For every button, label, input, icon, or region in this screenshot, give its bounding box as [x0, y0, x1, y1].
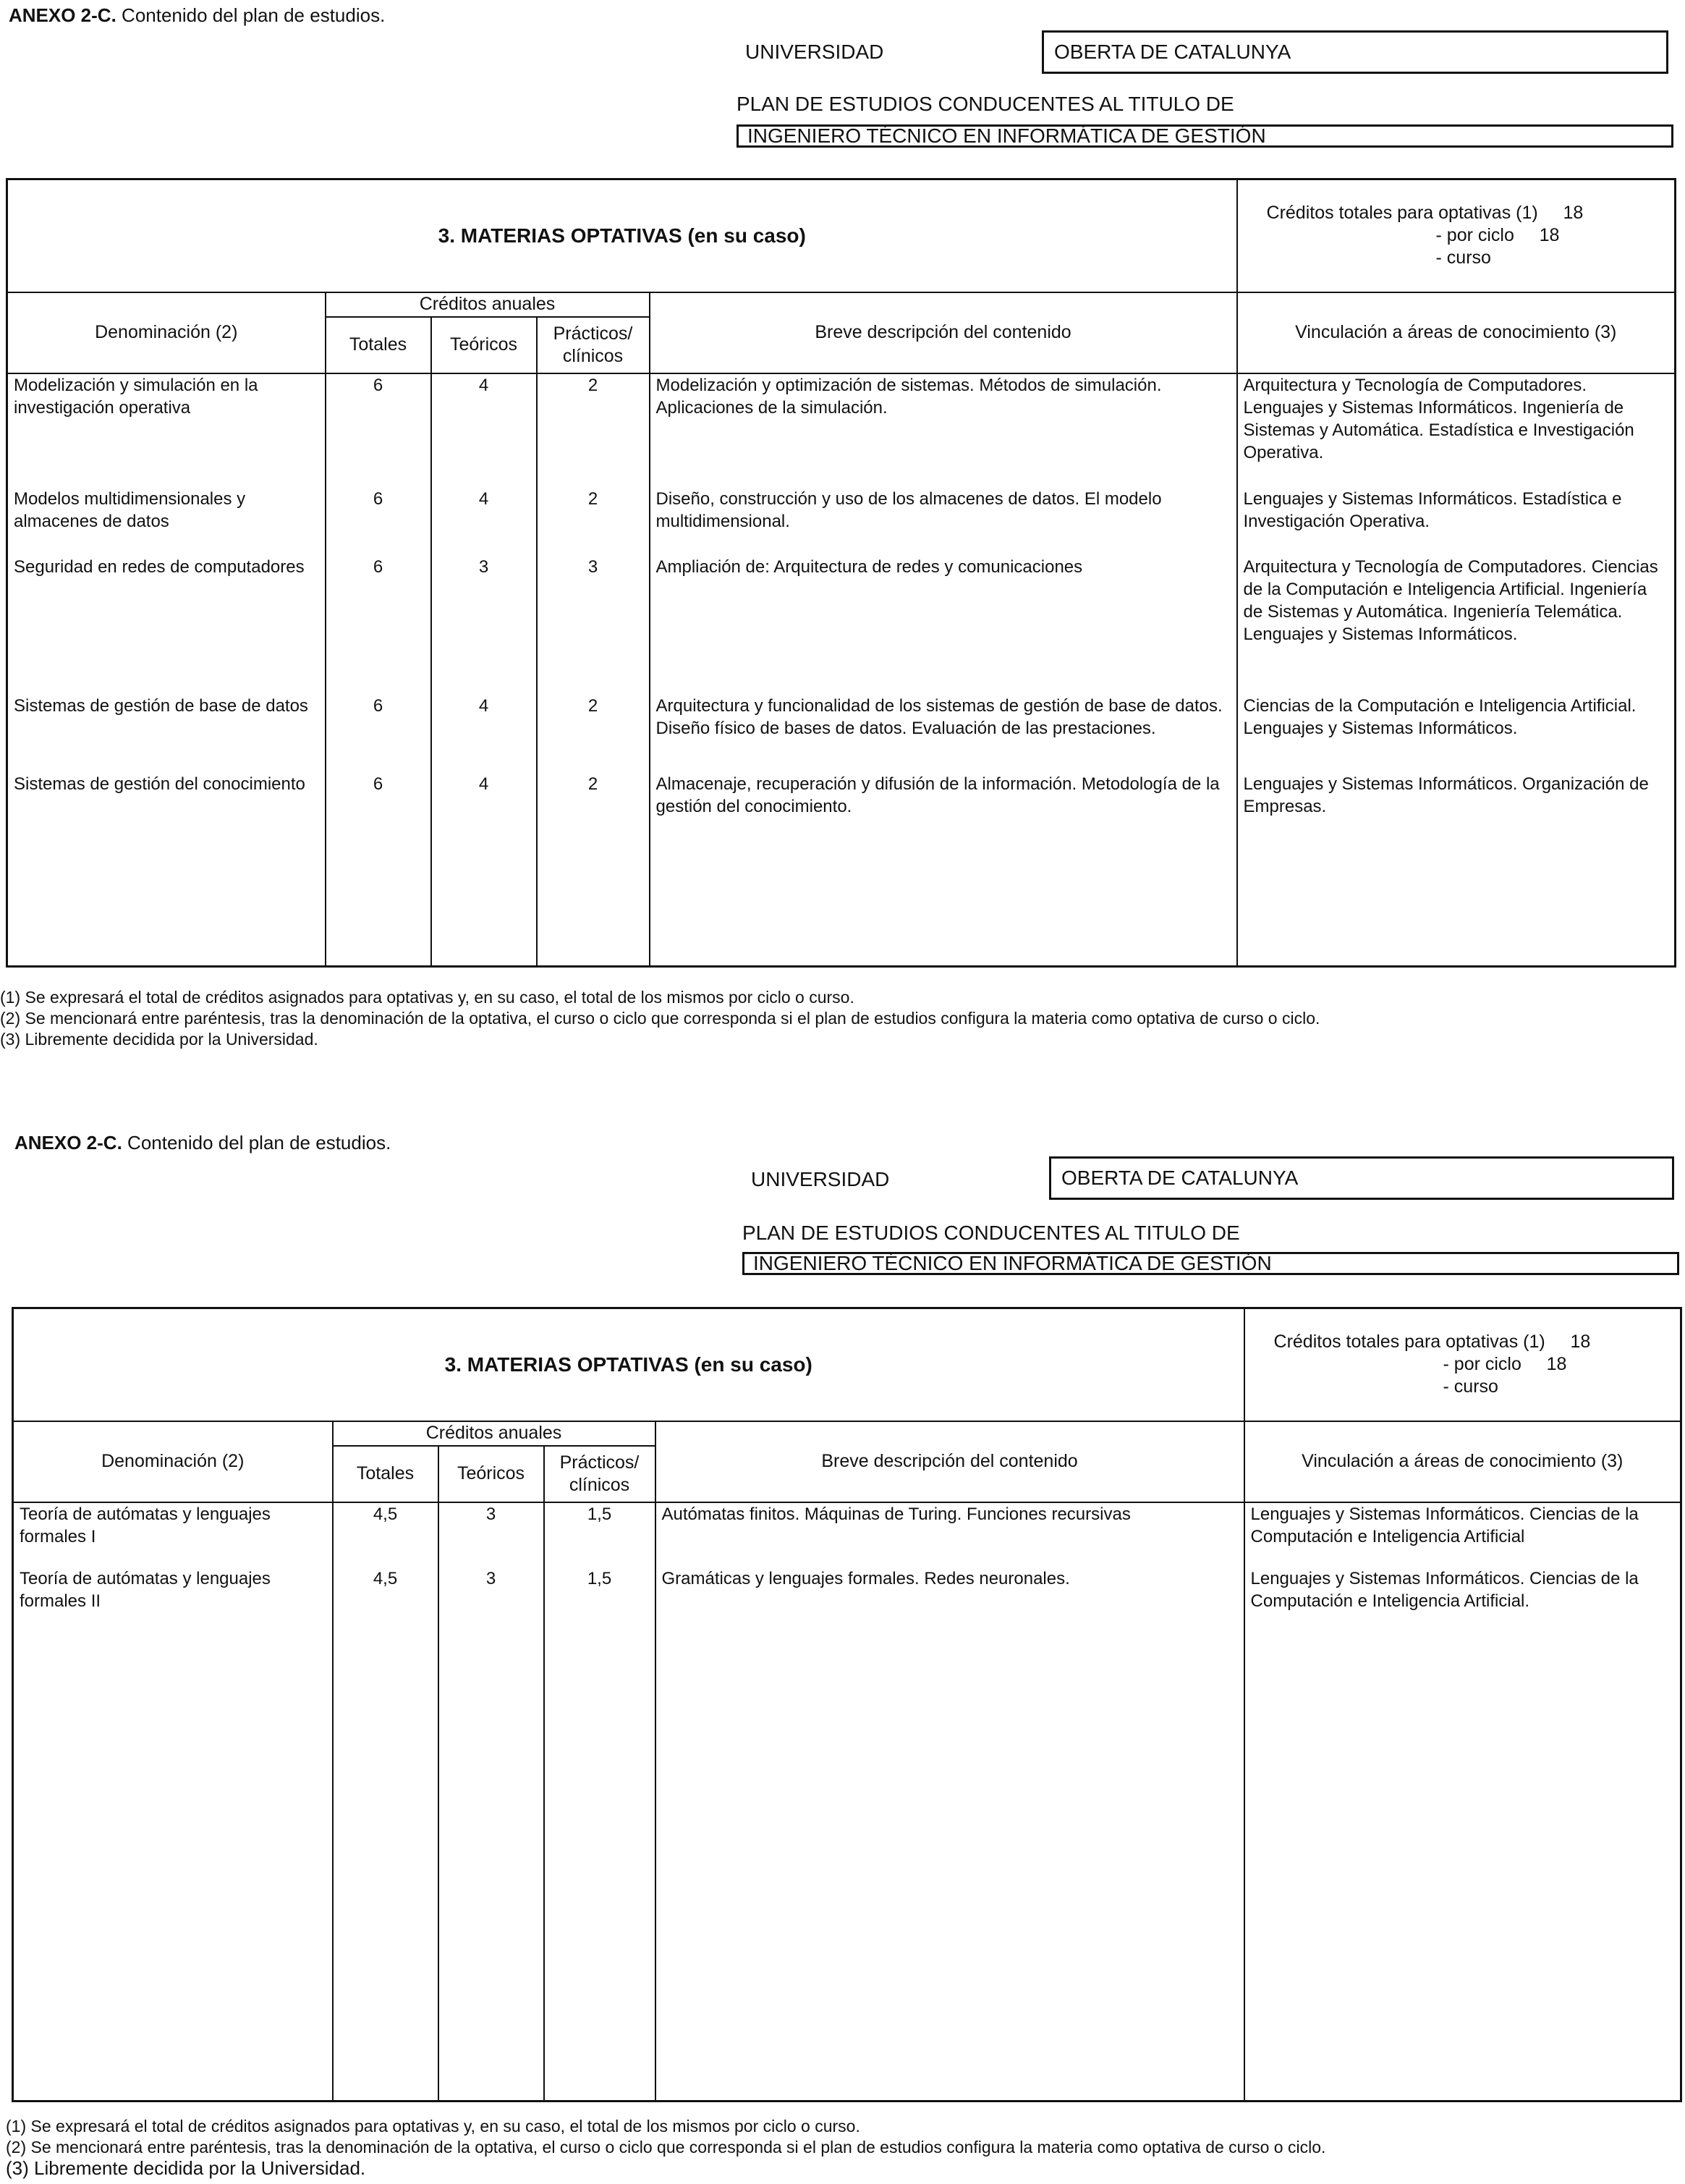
- totales-cell: 4,5: [333, 1502, 438, 1567]
- descripcion-cell: Modelización y optimización de sistemas. Métodos de simulación. Aplicaciones de la simulación.: [650, 373, 1237, 488]
- vinculacion-cell: Lenguajes y Sistemas Informáticos. Organización de Empresas.: [1237, 773, 1676, 967]
- table-row: [7, 373, 1676, 488]
- creditos-totales-label: Créditos totales para optativas (1): [1273, 1332, 1545, 1353]
- por-ciclo-label: - por ciclo: [1435, 225, 1514, 246]
- teoricos-cell: 3: [438, 1502, 544, 1567]
- totales-cell: 4,5: [333, 1567, 438, 2102]
- creditos-totales-label: Créditos totales para optativas (1): [1266, 203, 1538, 224]
- anexo-text: Contenido del plan de estudios.: [116, 4, 386, 26]
- totales-cell: 6: [326, 488, 431, 556]
- header-vinculacion: Vinculación a áreas de conocimiento (3): [1237, 292, 1676, 373]
- footnote-2: (2) Se mencionará entre paréntesis, tras la denominación de la optativa, el curso o ciclo que corresponda si el plan de estudios configura la materia como optativa de curso o ciclo.: [6, 2138, 1326, 2157]
- teoricos-cell: 4: [431, 773, 537, 967]
- practicos-cell: 1,5: [544, 1502, 655, 1567]
- anexo-label: ANEXO 2-C.: [14, 1132, 122, 1154]
- denominacion-cell: Seguridad en redes de computadores: [7, 556, 326, 695]
- anexo-text: Contenido del plan de estudios.: [122, 1132, 391, 1154]
- totales-cell: 6: [326, 556, 431, 695]
- teoricos-cell: 4: [431, 488, 537, 556]
- practicos-cell: 3: [537, 556, 650, 695]
- creditos-totales: [1237, 179, 1676, 292]
- teoricos-cell: 3: [431, 556, 537, 695]
- universidad-value: OBERTA DE CATALUNYA: [1049, 1156, 1674, 1200]
- table-row: [7, 695, 1676, 773]
- totales-cell: 6: [326, 773, 431, 967]
- footnote-1: (1) Se expresará el total de créditos asignados para optativas y, en su caso, el total de los mismos por ciclo o curso.: [0, 988, 854, 1007]
- header-denominacion: Denominación (2): [13, 1421, 333, 1502]
- anexo-heading: [14, 1132, 391, 1154]
- table-row: [7, 773, 1676, 967]
- footnote-3: (3) Libremente decidida por la Universidad.: [6, 2157, 366, 2179]
- plan-title-value: INGENIERO TÉCNICO EN INFORMÁTICA DE GESTIÓN: [737, 124, 1673, 148]
- header-practicos: Prácticos/ clínicos: [544, 1446, 655, 1502]
- vinculacion-cell: Lenguajes y Sistemas Informáticos. Estadística e Investigación Operativa.: [1237, 488, 1676, 556]
- header-creditos-anuales: Créditos anuales: [333, 1421, 655, 1446]
- denominacion-cell: Sistemas de gestión de base de datos: [7, 695, 326, 773]
- totales-cell: 6: [326, 373, 431, 488]
- creditos-totales-value: 18: [1570, 1332, 1591, 1353]
- plan-label: PLAN DE ESTUDIOS CONDUCENTES AL TITULO DE: [742, 1222, 1240, 1244]
- header-totales: Totales: [333, 1446, 438, 1502]
- descripcion-cell: Diseño, construcción y uso de los almacenes de datos. El modelo multidimensional.: [650, 488, 1237, 556]
- universidad-value: OBERTA DE CATALUNYA: [1042, 30, 1668, 74]
- denominacion-cell: Modelización y simulación en la investigación operativa: [7, 373, 326, 488]
- creditos-totales-value: 18: [1563, 203, 1584, 224]
- descripcion-cell: Arquitectura y funcionalidad de los sistemas de gestión de base de datos. Diseño físico de bases de datos. Evaluación de las prestaciones.: [650, 695, 1237, 773]
- footnote-3: (3) Libremente decidida por la Universidad.: [0, 1030, 318, 1049]
- header-vinculacion: Vinculación a áreas de conocimiento (3): [1244, 1421, 1681, 1502]
- teoricos-cell: 3: [438, 1567, 544, 2102]
- totales-cell: 6: [326, 695, 431, 773]
- practicos-cell: 2: [537, 373, 650, 488]
- vinculacion-cell: Lenguajes y Sistemas Informáticos. Ciencias de la Computación e Inteligencia Artificial.: [1244, 1567, 1681, 2102]
- table-row: [7, 556, 1676, 695]
- por-ciclo-value: 18: [1546, 1354, 1567, 1375]
- descripcion-cell: Gramáticas y lenguajes formales. Redes neuronales.: [655, 1567, 1244, 2102]
- universidad-label: UNIVERSIDAD: [751, 1168, 890, 1190]
- descripcion-cell: Almacenaje, recuperación y difusión de la información. Metodología de la gestión del conocimiento.: [650, 773, 1237, 967]
- table-row: [13, 1502, 1681, 1567]
- denominacion-cell: Modelos multidimensionales y almacenes de datos: [7, 488, 326, 556]
- section-title: 3. MATERIAS OPTATIVAS (en su caso): [13, 1308, 1244, 1421]
- por-ciclo-label: - por ciclo: [1443, 1354, 1521, 1375]
- header-descripcion: Breve descripción del contenido: [655, 1421, 1244, 1502]
- header-teoricos: Teóricos: [431, 317, 537, 373]
- materias-optativas-table: [12, 1307, 1682, 2102]
- header-practicos: Prácticos/ clínicos: [537, 317, 650, 373]
- vinculacion-cell: Ciencias de la Computación e Inteligencia Artificial. Lenguajes y Sistemas Informáticos.: [1237, 695, 1676, 773]
- curso-label: - curso: [1435, 247, 1491, 268]
- materias-optativas-table: [6, 178, 1676, 968]
- denominacion-cell: Teoría de autómatas y lenguajes formales I: [13, 1502, 333, 1567]
- header-denominacion: Denominación (2): [7, 292, 326, 373]
- vinculacion-cell: Arquitectura y Tecnología de Computadores. Lenguajes y Sistemas Informáticos. Ingeniería de Sistemas y Automática. Estadística e Investigación Operativa.: [1237, 373, 1676, 488]
- denominacion-cell: Teoría de autómatas y lenguajes formales II: [13, 1567, 333, 2102]
- header-descripcion: Breve descripción del contenido: [650, 292, 1237, 373]
- practicos-cell: 2: [537, 695, 650, 773]
- practicos-cell: 1,5: [544, 1567, 655, 2102]
- descripcion-cell: Autómatas finitos. Máquinas de Turing. Funciones recursivas: [655, 1502, 1244, 1567]
- vinculacion-cell: Arquitectura y Tecnología de Computadores. Ciencias de la Computación e Inteligencia Artificial. Ingeniería de Sistemas y Automática. Ingeniería Telemática. Lenguajes y Sistemas Informáticos.: [1237, 556, 1676, 695]
- table-row: [13, 1567, 1681, 2102]
- footnotes: [6, 2116, 1325, 2179]
- table-row: [7, 488, 1676, 556]
- vinculacion-cell: Lenguajes y Sistemas Informáticos. Ciencias de la Computación e Inteligencia Artificial: [1244, 1502, 1681, 1567]
- teoricos-cell: 4: [431, 695, 537, 773]
- creditos-totales: [1244, 1308, 1681, 1421]
- practicos-cell: 2: [537, 773, 650, 967]
- teoricos-cell: 4: [431, 373, 537, 488]
- header-teoricos: Teóricos: [438, 1446, 544, 1502]
- descripcion-cell: Ampliación de: Arquitectura de redes y comunicaciones: [650, 556, 1237, 695]
- header-creditos-anuales: Créditos anuales: [326, 292, 650, 317]
- footnote-2: (2) Se mencionará entre paréntesis, tras la denominación de la optativa, el curso o ciclo que corresponda si el plan de estudios configura la materia como optativa de curso o ciclo.: [0, 1009, 1320, 1028]
- curso-label: - curso: [1443, 1376, 1498, 1397]
- section-title: 3. MATERIAS OPTATIVAS (en su caso): [7, 179, 1237, 292]
- practicos-cell: 2: [537, 488, 650, 556]
- universidad-label: UNIVERSIDAD: [745, 41, 884, 63]
- por-ciclo-value: 18: [1539, 225, 1560, 246]
- plan-title-value: INGENIERO TÉCNICO EN INFORMÁTICA DE GESTIÓN: [742, 1252, 1679, 1275]
- footnotes: [0, 987, 1320, 1050]
- anexo-heading: [9, 4, 385, 26]
- denominacion-cell: Sistemas de gestión del conocimiento: [7, 773, 326, 967]
- anexo-label: ANEXO 2-C.: [9, 4, 116, 26]
- footnote-1: (1) Se expresará el total de créditos asignados para optativas y, en su caso, el total de los mismos por ciclo o curso.: [6, 2117, 860, 2136]
- plan-label: PLAN DE ESTUDIOS CONDUCENTES AL TITULO DE: [737, 93, 1234, 115]
- header-totales: Totales: [326, 317, 431, 373]
